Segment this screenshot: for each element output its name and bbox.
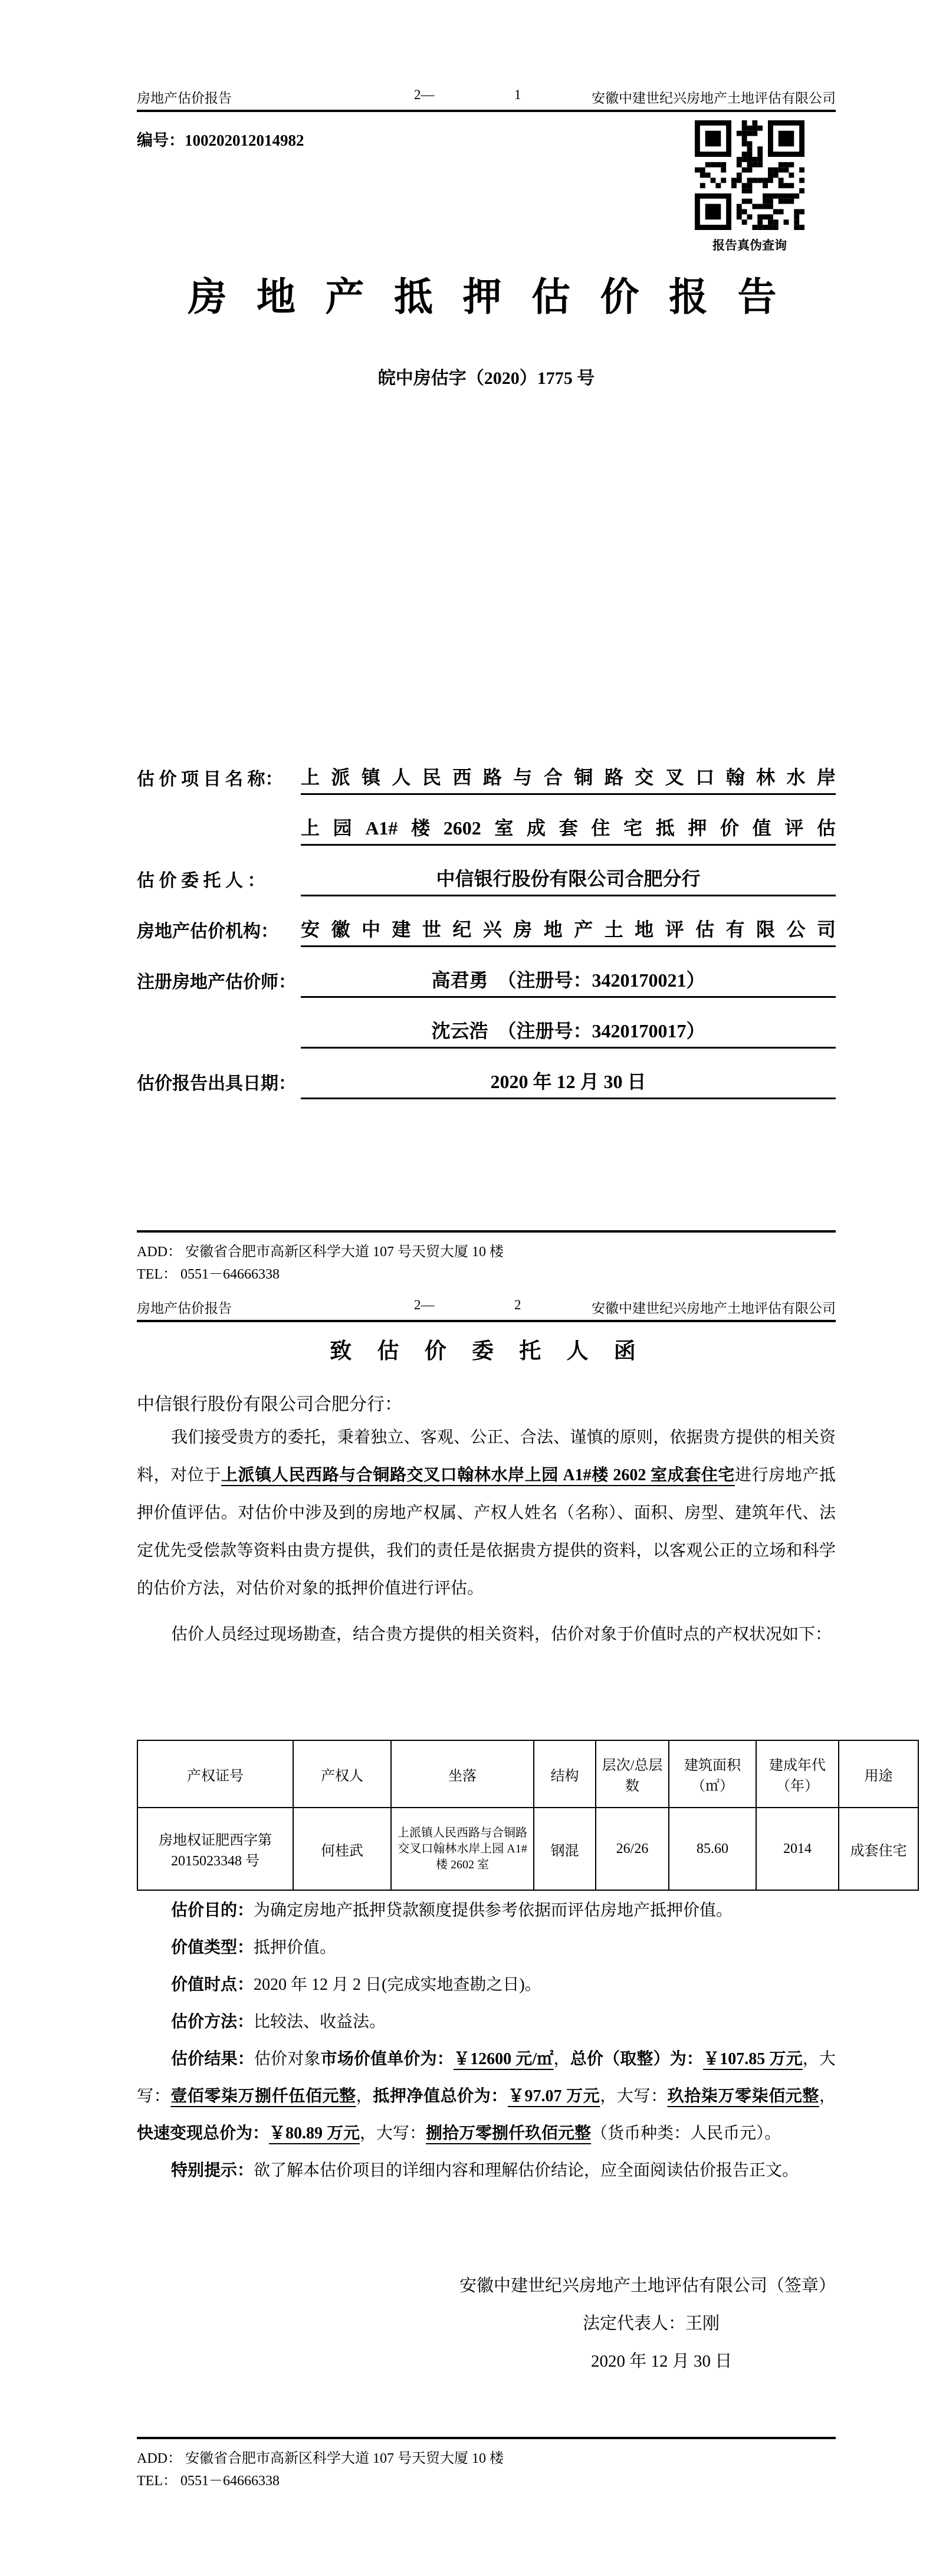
cell-year-built: 2014 bbox=[756, 1808, 839, 1890]
footer-rule bbox=[137, 1230, 836, 1233]
item-special-note: 特别提示：欲了解本估价项目的详细内容和理解估价结论，应全面阅读估价报告正文。 bbox=[171, 2161, 799, 2180]
col-header-floor: 层次/总层数 bbox=[596, 1740, 669, 1808]
legal-representative-line: 法定代表人：王刚 bbox=[583, 2314, 720, 2333]
report-number: 皖中房估字（2020）1775 号 bbox=[377, 369, 595, 388]
cover-value: 中信银行股份有限公司合肥分行 bbox=[301, 864, 836, 896]
cell-structure: 钢混 bbox=[534, 1808, 596, 1890]
cover-label: 注册房地产估价师： bbox=[137, 972, 296, 992]
col-header-owner: 产权人 bbox=[293, 1740, 391, 1808]
cell-cert-no: 房地权证肥西字第 2015023348 号 bbox=[137, 1808, 293, 1890]
cell-floor: 26/26 bbox=[596, 1808, 669, 1890]
page2-running-header bbox=[137, 1297, 836, 1315]
header-pages-marker: 2— bbox=[414, 1297, 435, 1312]
property-rights-table bbox=[137, 1740, 919, 1891]
header-doc-type: 房地产估价报告 bbox=[137, 91, 232, 106]
cover-value: 2020 年 12 月 30 日 bbox=[301, 1067, 836, 1099]
cover-value: 安徽中建世纪兴房地产土地评估有限公司 bbox=[301, 915, 836, 947]
cover-row-appraiser-1 bbox=[137, 947, 836, 998]
letter-paragraph-1: 我们接受贵方的委托，秉着独立、客观、公正、合法、谨慎的原则，依据贵方提供的相关资料，对位于上派镇人民西路与合铜路交叉口翰林水岸上园 A1#楼 2602 室成套住宅进行房地产抵押价值评估。对估价中涉及到的房地产权属、产权人姓名（名称）、面积、房型、建筑年代、法定优先受偿款等资料由贵方提供，我们的责任是依据贵方提供的资料，以客观公正的立场和科学的估价方法，对估价对象的抵押价值进行评估。 bbox=[137, 1428, 836, 1598]
table-header-row bbox=[137, 1740, 918, 1808]
cover-fields bbox=[137, 744, 836, 1099]
cover-row-issue-date bbox=[137, 1049, 836, 1099]
table-data-row bbox=[137, 1808, 918, 1890]
cover-row-agency bbox=[137, 896, 836, 947]
cover-label: 房地产估价机构： bbox=[137, 922, 278, 941]
cell-area: 85.60 bbox=[669, 1808, 756, 1890]
col-header-cert-no: 产权证号 bbox=[137, 1740, 293, 1808]
cover-value: 上派镇人民西路与合铜路交叉口翰林水岸 bbox=[301, 763, 836, 795]
qr-caption: 报告真伪查询 bbox=[712, 238, 787, 252]
item-value-date: 价值时点：2020 年 12 月 2 日(完成实地查勘之日)。 bbox=[171, 1976, 541, 1994]
appraisal-summary-items bbox=[137, 1892, 836, 2189]
signature-company-line: 安徽中建世纪兴房地产土地评估有限公司（签章） bbox=[459, 2276, 836, 2295]
header-rule bbox=[137, 110, 836, 112]
cover-label: 估 价 项 目 名 称： bbox=[137, 770, 283, 789]
header-company-name: 安徽中建世纪兴房地产土地评估有限公司 bbox=[592, 91, 836, 106]
cell-owner: 何桂武 bbox=[293, 1808, 391, 1890]
col-header-year-built: 建成年代（年） bbox=[756, 1740, 839, 1808]
cover-row-appraiser-2 bbox=[137, 998, 836, 1049]
header-page-number: 2 bbox=[514, 1297, 521, 1312]
report-page-2 bbox=[0, 1288, 936, 2576]
header-pages-marker: 2— bbox=[414, 87, 435, 102]
cover-label bbox=[137, 1044, 301, 1049]
item-result: 估价结果：估价对象市场价值单价为：￥12600 元/㎡，总价（取整）为：￥107.85 万元，大写：壹佰零柒万捌仟伍佰元整，抵押净值总价为：￥97.07 万元，大写：玖拾柒万零柒佰元整，快速变现总价为：￥80.89 万元，大写：捌拾万零捌仟玖佰元整（货币种类：人民币元）。 bbox=[137, 2050, 836, 2143]
cell-location: 上派镇人民西路与合铜路交叉口翰林水岸上园 A1#楼 2602 室 bbox=[391, 1808, 534, 1890]
col-header-area: 建筑面积（㎡） bbox=[669, 1740, 756, 1808]
col-header-use: 用途 bbox=[839, 1740, 918, 1808]
cover-label bbox=[137, 841, 301, 846]
page1-running-header bbox=[137, 87, 836, 105]
signature-date-line: 2020 年 12 月 30 日 bbox=[591, 2352, 733, 2371]
letter-salutation: 中信银行股份有限公司合肥分行： bbox=[137, 1395, 402, 1414]
col-header-structure: 结构 bbox=[534, 1740, 596, 1808]
header-doc-type: 房地产估价报告 bbox=[137, 1301, 232, 1316]
qr-code bbox=[695, 120, 804, 233]
cover-row-project-name-cont bbox=[137, 795, 836, 846]
letter-body bbox=[137, 1419, 836, 1654]
qr-code-image bbox=[695, 120, 804, 230]
header-company-name: 安徽中建世纪兴房地产土地评估有限公司 bbox=[592, 1301, 836, 1316]
footer-phone: TEL： 0551－64666338 bbox=[137, 1267, 280, 1282]
cover-value: 高君勇 （注册号：3420170021） bbox=[301, 965, 836, 998]
report-serial-number: 编号：100202012014982 bbox=[137, 132, 304, 149]
header-rule bbox=[137, 1320, 836, 1322]
item-method: 估价方法：比较法、收益法。 bbox=[171, 2013, 386, 2031]
cover-row-project-name bbox=[137, 744, 836, 795]
item-purpose: 估价目的：为确定房地产抵押贷款额度提供参考依据而评估房地产抵押价值。 bbox=[171, 1901, 733, 1920]
cover-label: 估 价 委 托 人 ： bbox=[137, 871, 265, 891]
footer-rule bbox=[137, 2437, 836, 2439]
footer-address: ADD： 安徽省合肥市高新区科学大道 107 号天贸大厦 10 楼 bbox=[137, 2451, 504, 2466]
cell-use: 成套住宅 bbox=[839, 1808, 918, 1890]
cover-row-client bbox=[137, 846, 836, 896]
letter-title: 致 估 价 委 托 人 函 bbox=[330, 1339, 643, 1363]
letter-paragraph-2: 估价人员经过现场勘查，结合贵方提供的相关资料，估价对象于价值时点的产权状况如下： bbox=[171, 1625, 832, 1644]
cover-value: 上园A1#楼2602室成套住宅抵押价值评估 bbox=[301, 813, 836, 846]
cover-value: 沈云浩 （注册号：3420170017） bbox=[301, 1016, 836, 1049]
item-value-type: 价值类型：抵押价值。 bbox=[171, 1938, 337, 1957]
cover-label: 估价报告出具日期： bbox=[137, 1074, 296, 1093]
header-page-number: 1 bbox=[514, 87, 521, 102]
signature-block bbox=[137, 2267, 836, 2380]
col-header-location: 坐落 bbox=[391, 1740, 534, 1808]
report-title: 房 地 产 抵 押 估 价 报 告 bbox=[188, 276, 785, 319]
footer-address: ADD： 安徽省合肥市高新区科学大道 107 号天贸大厦 10 楼 bbox=[137, 1244, 504, 1260]
footer-phone: TEL： 0551－64666338 bbox=[137, 2473, 280, 2489]
